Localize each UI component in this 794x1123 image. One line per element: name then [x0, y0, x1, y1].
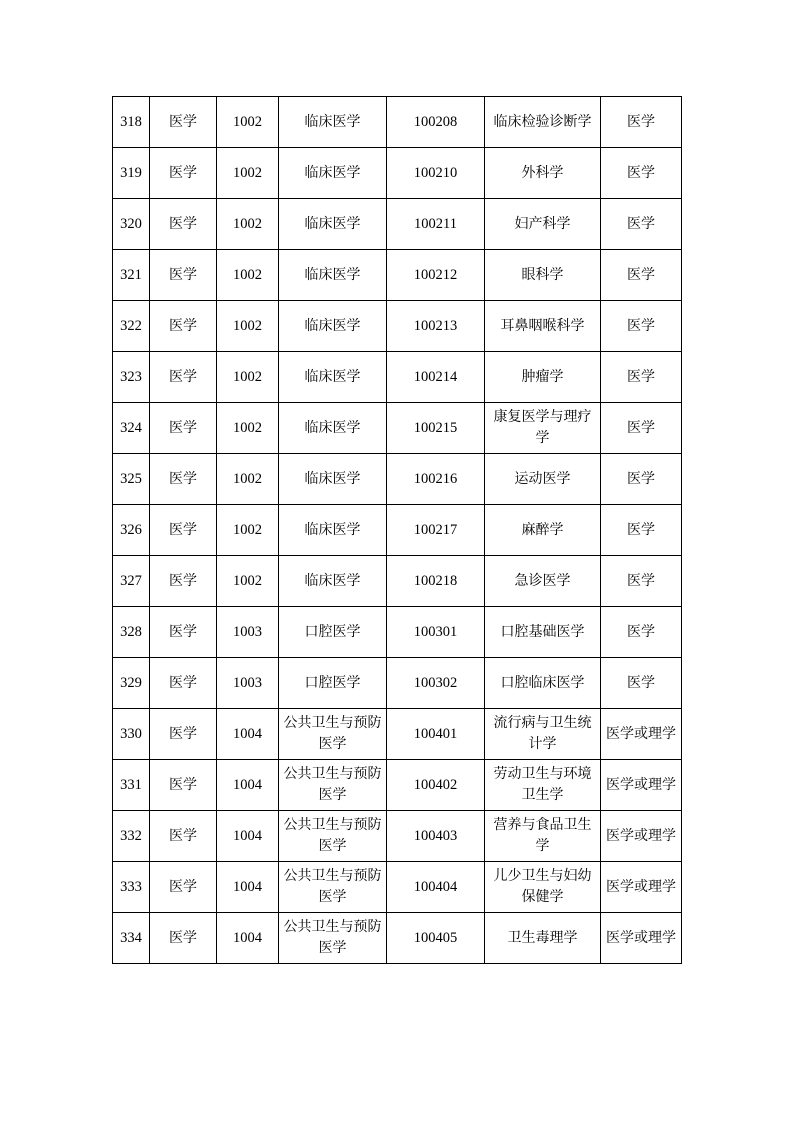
discipline-table [112, 96, 682, 964]
category-cell: 医学 [150, 352, 217, 403]
first-level-code-cell: 1004 [217, 760, 279, 811]
first-level-code-cell: 1002 [217, 199, 279, 250]
first-level-code-cell: 1002 [217, 250, 279, 301]
row-number-cell: 325 [113, 454, 150, 505]
second-level-name-cell: 麻醉学 [485, 505, 601, 556]
category-cell: 医学 [150, 709, 217, 760]
second-level-code-cell: 100211 [387, 199, 485, 250]
degree-type-cell: 医学 [601, 454, 682, 505]
table-row [113, 301, 682, 352]
second-level-name-cell: 肿瘤学 [485, 352, 601, 403]
row-number-cell: 319 [113, 148, 150, 199]
row-number-cell: 323 [113, 352, 150, 403]
second-level-code-cell: 100215 [387, 403, 485, 454]
first-level-name-cell: 公共卫生与预防医学 [279, 760, 387, 811]
degree-type-cell: 医学或理学 [601, 709, 682, 760]
first-level-code-cell: 1004 [217, 862, 279, 913]
table-row [113, 199, 682, 250]
second-level-code-cell: 100210 [387, 148, 485, 199]
second-level-code-cell: 100405 [387, 913, 485, 964]
table-row [113, 913, 682, 964]
second-level-name-cell: 运动医学 [485, 454, 601, 505]
row-number-cell: 318 [113, 97, 150, 148]
second-level-name-cell: 劳动卫生与环境卫生学 [485, 760, 601, 811]
table-row [113, 556, 682, 607]
table-row [113, 862, 682, 913]
degree-type-cell: 医学或理学 [601, 811, 682, 862]
first-level-name-cell: 临床医学 [279, 505, 387, 556]
category-cell: 医学 [150, 148, 217, 199]
degree-type-cell: 医学 [601, 556, 682, 607]
first-level-name-cell: 公共卫生与预防医学 [279, 811, 387, 862]
first-level-code-cell: 1002 [217, 403, 279, 454]
first-level-name-cell: 临床医学 [279, 556, 387, 607]
second-level-name-cell: 外科学 [485, 148, 601, 199]
category-cell: 医学 [150, 505, 217, 556]
second-level-code-cell: 100208 [387, 97, 485, 148]
degree-type-cell: 医学 [601, 403, 682, 454]
row-number-cell: 324 [113, 403, 150, 454]
degree-type-cell: 医学 [601, 658, 682, 709]
second-level-name-cell: 营养与食品卫生学 [485, 811, 601, 862]
category-cell: 医学 [150, 556, 217, 607]
first-level-name-cell: 公共卫生与预防医学 [279, 862, 387, 913]
row-number-cell: 322 [113, 301, 150, 352]
row-number-cell: 332 [113, 811, 150, 862]
first-level-name-cell: 口腔医学 [279, 658, 387, 709]
table-row [113, 148, 682, 199]
first-level-name-cell: 临床医学 [279, 148, 387, 199]
category-cell: 医学 [150, 811, 217, 862]
second-level-code-cell: 100301 [387, 607, 485, 658]
first-level-code-cell: 1004 [217, 709, 279, 760]
first-level-name-cell: 临床医学 [279, 352, 387, 403]
first-level-name-cell: 临床医学 [279, 403, 387, 454]
table-row [113, 811, 682, 862]
first-level-name-cell: 临床医学 [279, 454, 387, 505]
second-level-name-cell: 流行病与卫生统计学 [485, 709, 601, 760]
row-number-cell: 328 [113, 607, 150, 658]
category-cell: 医学 [150, 250, 217, 301]
discipline-table-container [112, 96, 682, 964]
second-level-name-cell: 卫生毒理学 [485, 913, 601, 964]
row-number-cell: 320 [113, 199, 150, 250]
second-level-code-cell: 100401 [387, 709, 485, 760]
table-row [113, 250, 682, 301]
degree-type-cell: 医学 [601, 301, 682, 352]
first-level-code-cell: 1003 [217, 658, 279, 709]
first-level-name-cell: 临床医学 [279, 199, 387, 250]
second-level-code-cell: 100213 [387, 301, 485, 352]
category-cell: 医学 [150, 607, 217, 658]
row-number-cell: 321 [113, 250, 150, 301]
row-number-cell: 326 [113, 505, 150, 556]
category-cell: 医学 [150, 760, 217, 811]
second-level-code-cell: 100214 [387, 352, 485, 403]
first-level-code-cell: 1003 [217, 607, 279, 658]
first-level-name-cell: 临床医学 [279, 301, 387, 352]
second-level-code-cell: 100217 [387, 505, 485, 556]
second-level-name-cell: 耳鼻咽喉科学 [485, 301, 601, 352]
table-row [113, 97, 682, 148]
first-level-code-cell: 1002 [217, 97, 279, 148]
second-level-name-cell: 口腔基础医学 [485, 607, 601, 658]
first-level-code-cell: 1002 [217, 505, 279, 556]
first-level-code-cell: 1002 [217, 148, 279, 199]
table-row [113, 403, 682, 454]
row-number-cell: 330 [113, 709, 150, 760]
second-level-code-cell: 100404 [387, 862, 485, 913]
second-level-code-cell: 100302 [387, 658, 485, 709]
second-level-name-cell: 康复医学与理疗学 [485, 403, 601, 454]
table-body [113, 97, 682, 964]
table-row [113, 709, 682, 760]
table-row [113, 454, 682, 505]
row-number-cell: 334 [113, 913, 150, 964]
second-level-name-cell: 妇产科学 [485, 199, 601, 250]
first-level-code-cell: 1002 [217, 352, 279, 403]
row-number-cell: 333 [113, 862, 150, 913]
table-row [113, 607, 682, 658]
degree-type-cell: 医学 [601, 97, 682, 148]
category-cell: 医学 [150, 658, 217, 709]
degree-type-cell: 医学 [601, 505, 682, 556]
second-level-name-cell: 口腔临床医学 [485, 658, 601, 709]
second-level-name-cell: 眼科学 [485, 250, 601, 301]
second-level-name-cell: 临床检验诊断学 [485, 97, 601, 148]
degree-type-cell: 医学 [601, 199, 682, 250]
second-level-name-cell: 儿少卫生与妇幼保健学 [485, 862, 601, 913]
table-row [113, 760, 682, 811]
degree-type-cell: 医学 [601, 352, 682, 403]
category-cell: 医学 [150, 199, 217, 250]
first-level-code-cell: 1004 [217, 913, 279, 964]
table-row [113, 658, 682, 709]
category-cell: 医学 [150, 454, 217, 505]
category-cell: 医学 [150, 97, 217, 148]
second-level-code-cell: 100216 [387, 454, 485, 505]
first-level-code-cell: 1002 [217, 454, 279, 505]
degree-type-cell: 医学 [601, 148, 682, 199]
second-level-code-cell: 100402 [387, 760, 485, 811]
first-level-name-cell: 口腔医学 [279, 607, 387, 658]
category-cell: 医学 [150, 403, 217, 454]
second-level-code-cell: 100212 [387, 250, 485, 301]
first-level-name-cell: 临床医学 [279, 250, 387, 301]
table-row [113, 505, 682, 556]
degree-type-cell: 医学 [601, 607, 682, 658]
category-cell: 医学 [150, 862, 217, 913]
first-level-code-cell: 1002 [217, 301, 279, 352]
second-level-name-cell: 急诊医学 [485, 556, 601, 607]
row-number-cell: 327 [113, 556, 150, 607]
row-number-cell: 329 [113, 658, 150, 709]
second-level-code-cell: 100403 [387, 811, 485, 862]
degree-type-cell: 医学或理学 [601, 760, 682, 811]
degree-type-cell: 医学 [601, 250, 682, 301]
category-cell: 医学 [150, 301, 217, 352]
degree-type-cell: 医学或理学 [601, 862, 682, 913]
table-row [113, 352, 682, 403]
first-level-code-cell: 1002 [217, 556, 279, 607]
first-level-name-cell: 公共卫生与预防医学 [279, 709, 387, 760]
first-level-name-cell: 公共卫生与预防医学 [279, 913, 387, 964]
first-level-code-cell: 1004 [217, 811, 279, 862]
second-level-code-cell: 100218 [387, 556, 485, 607]
category-cell: 医学 [150, 913, 217, 964]
first-level-name-cell: 临床医学 [279, 97, 387, 148]
degree-type-cell: 医学或理学 [601, 913, 682, 964]
row-number-cell: 331 [113, 760, 150, 811]
